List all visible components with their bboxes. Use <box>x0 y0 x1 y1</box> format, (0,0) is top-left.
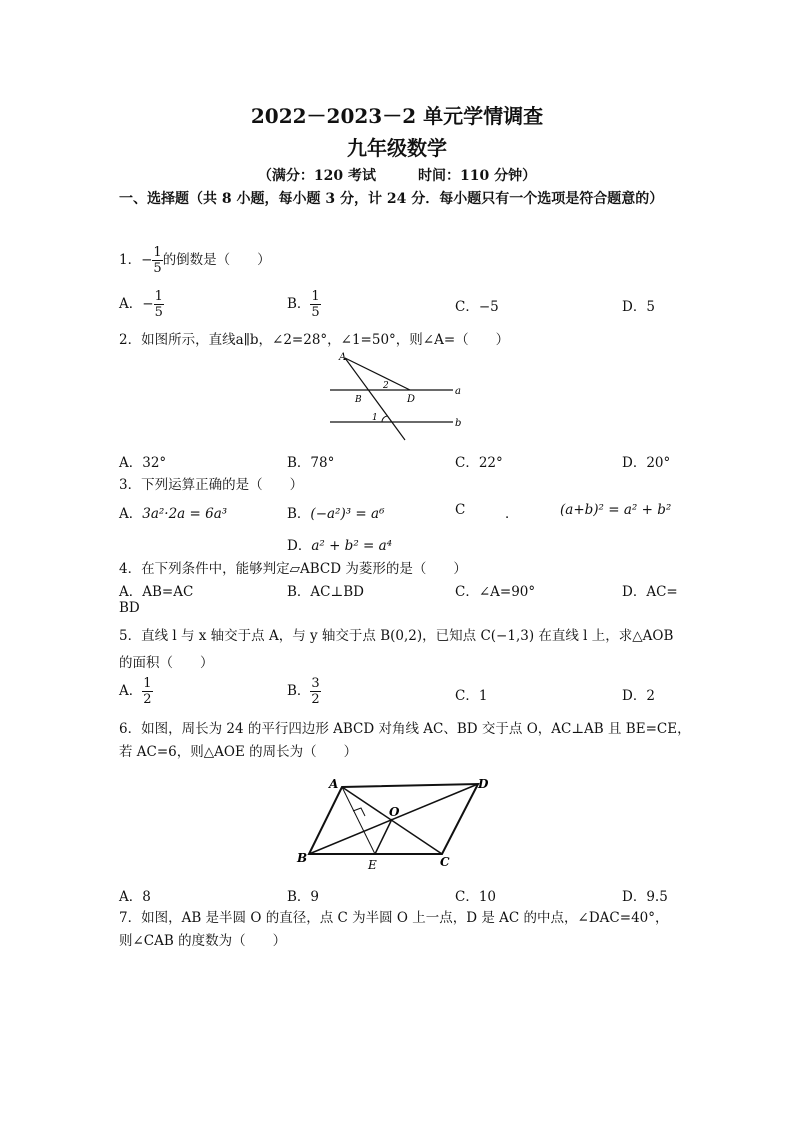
q3-option-b[interactable]: B．(−a²)³ = a⁶ <box>287 506 385 522</box>
section-heading: 一、选择题（共 8 小题，每小题 3 分，计 24 分．每小题只有一个选项是符合题意的） <box>119 191 664 207</box>
q4-option-a[interactable]: A．AB=AC <box>119 584 194 600</box>
q2-option-b[interactable]: B．78° <box>287 455 335 471</box>
q2-label-2: 2 <box>383 381 389 391</box>
question-7-line1: 7．如图，AB 是半圆 O 的直径，点 C 为半圆 O 上一点，D 是 AC 的中点，∠DAC=40°， <box>119 910 669 926</box>
exam-meta: （满分：120 考试 时间：110 分钟） <box>257 168 537 184</box>
q5-option-d[interactable]: D．2 <box>622 688 655 704</box>
exam-subtitle: 九年级数学 <box>347 136 447 160</box>
question-7-line2: 则∠CAB 的度数为（ ） <box>119 933 287 949</box>
q3-option-a[interactable]: A．3a²·2a = 6a³ <box>119 506 228 522</box>
q3-option-d[interactable]: D．a² + b² = a⁴ <box>287 538 393 554</box>
q1-option-d[interactable]: D．5 <box>622 299 655 315</box>
q2-option-a[interactable]: A．32° <box>119 455 167 471</box>
q6-label-b: B <box>297 851 308 865</box>
q4-option-d[interactable]: D．AC= <box>622 584 678 600</box>
q6-option-d[interactable]: D．9.5 <box>622 889 668 905</box>
q4-option-b[interactable]: B．AC⊥BD <box>287 584 364 600</box>
q6-label-d: D <box>478 777 489 791</box>
q6-label-a: A <box>329 777 339 791</box>
q3-option-c-label[interactable]: C <box>455 502 466 518</box>
q1-tail: 的倒数是（ ） <box>162 252 271 268</box>
q2-label-1: 1 <box>372 413 378 423</box>
q6-label-o: O <box>389 805 400 819</box>
q6-option-b[interactable]: B．9 <box>287 889 320 905</box>
question-6-line1: 6．如图，周长为 24 的平行四边形 ABCD 对角线 AC、BD 交于点 O，AC⊥AB 且 BE=CE， <box>119 721 691 737</box>
q2-label-line-b: b <box>455 418 462 429</box>
q6-option-c[interactable]: C．10 <box>455 889 497 905</box>
q1-number: 1． <box>119 252 142 268</box>
q2-option-d[interactable]: D．20° <box>622 455 671 471</box>
q6-figure <box>295 772 495 872</box>
question-6-line2: 若 AC=6，则△AOE 的周长为（ ） <box>119 744 358 760</box>
question-1 <box>119 245 271 276</box>
q3-option-c-dot: ． <box>505 506 519 522</box>
q6-label-c: C <box>440 855 450 869</box>
q6-label-e: E <box>368 858 377 872</box>
q4-option-d-cont: BD <box>119 600 140 616</box>
q1-option-a[interactable]: A．− $\frac{1}{5}$ <box>119 289 163 320</box>
q1-minus: − <box>141 252 153 268</box>
q1-option-c[interactable]: C．−5 <box>455 299 499 315</box>
question-3: 3．下列运算正确的是（ ） <box>119 477 304 493</box>
question-5-line1: 5．直线 l 与 x 轴交于点 A，与 y 轴交于点 B(0,2)，已知点 C(−1,3) 在直线 l 上，求△AOB <box>119 628 674 644</box>
q2-label-line-a: a <box>455 386 461 397</box>
q5-option-c[interactable]: C．1 <box>455 688 488 704</box>
q2-option-c[interactable]: C．22° <box>455 455 503 471</box>
question-2: 2．如图所示，直线a∥b，∠2=28°，∠1=50°，则∠A=（ ） <box>119 332 510 348</box>
q1-option-b[interactable]: B． $\frac{1}{5}$ <box>287 289 320 320</box>
q1-fraction: $\frac{1}{5}$ <box>153 245 162 276</box>
exam-title: 2022－2023－2 单元学情调查 <box>250 104 544 128</box>
q5-option-b[interactable]: B． $\frac{3}{2}$ <box>287 676 320 707</box>
q2-figure <box>325 350 465 446</box>
q2-label-a: A <box>339 352 347 363</box>
question-5-line2: 的面积（ ） <box>119 655 214 671</box>
q3-option-c[interactable]: (a+b)² = a² + b² <box>560 502 672 518</box>
q5-option-a[interactable]: A． $\frac{1}{2}$ <box>119 676 152 707</box>
q6-option-a[interactable]: A．8 <box>119 889 151 905</box>
q4-option-c[interactable]: C．∠A=90° <box>455 584 536 600</box>
question-4: 4．在下列条件中，能够判定▱ABCD 为菱形的是（ ） <box>119 561 467 577</box>
q2-label-d: D <box>407 394 416 405</box>
q2-label-b: B <box>355 395 362 405</box>
